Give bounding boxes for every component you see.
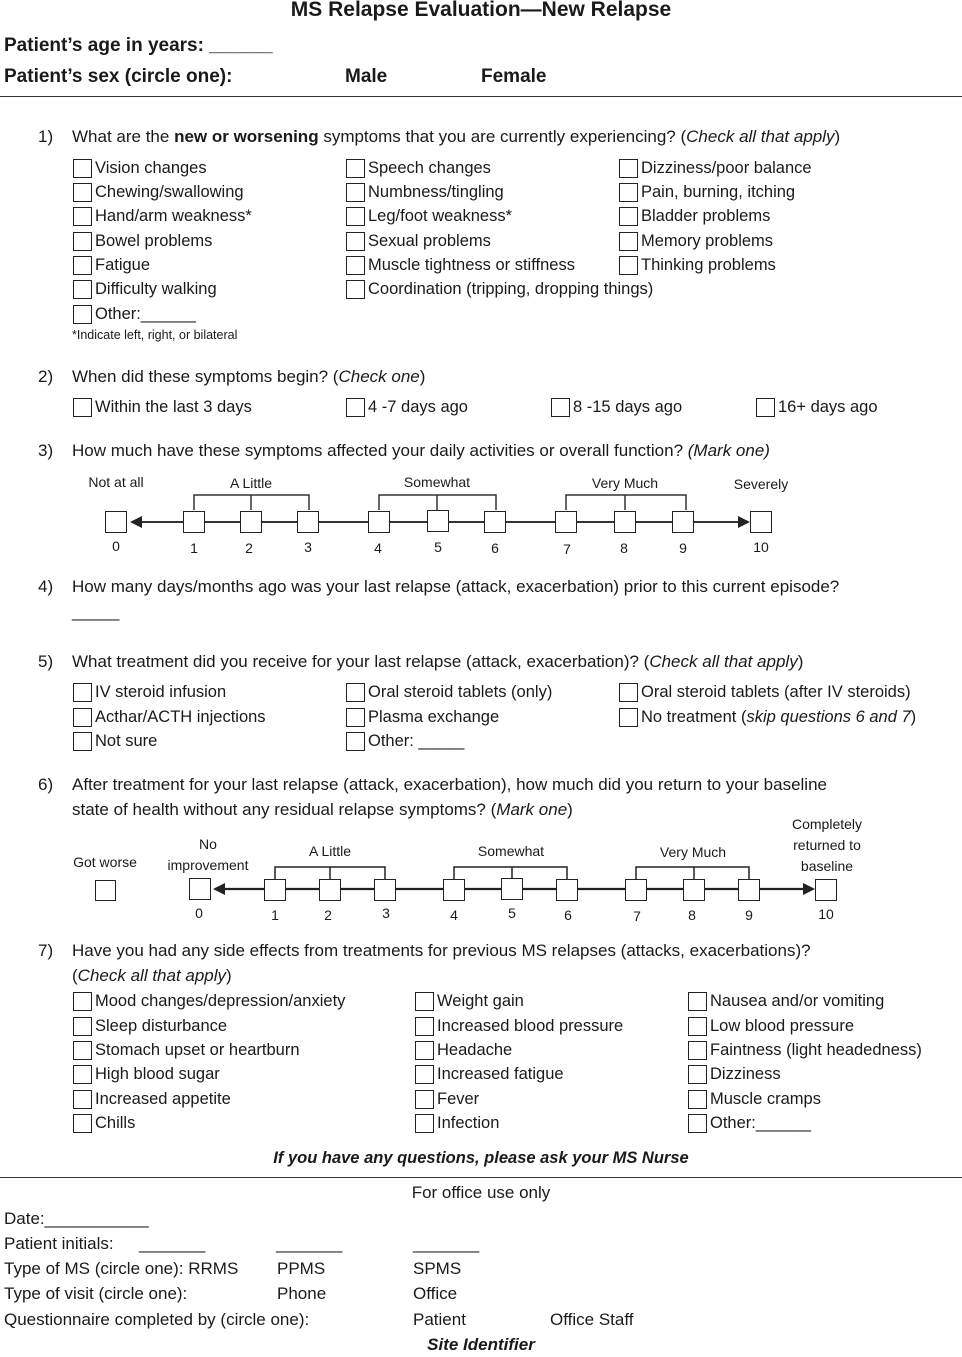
q1-footnote: *Indicate left, right, or bilateral xyxy=(72,328,238,342)
q3-box-2[interactable] xyxy=(240,511,262,533)
q5-option-acthar[interactable] xyxy=(73,706,266,728)
q6-box-8[interactable] xyxy=(683,879,705,901)
q6-box-5[interactable] xyxy=(501,878,523,900)
q6-number: 6) xyxy=(38,775,54,794)
option-label: Memory problems xyxy=(641,231,774,250)
q3-num-3: 3 xyxy=(304,539,312,555)
option-label: 8 -15 days ago xyxy=(573,397,683,416)
q7-text-line1: Have you had any side effects from treatments for previous MS relapses (attacks, exacerbations)? xyxy=(72,941,811,960)
q6-box-10[interactable] xyxy=(815,879,837,901)
q7-option-nausea[interactable] xyxy=(688,990,884,1012)
q7-option-mood[interactable] xyxy=(73,990,345,1012)
option-label: Weight gain xyxy=(437,991,524,1010)
option-label: Within the last 3 days xyxy=(95,397,252,416)
q5-option-not-sure[interactable] xyxy=(73,730,157,752)
checkbox-icon[interactable] xyxy=(73,1114,92,1133)
checkbox-icon[interactable] xyxy=(346,683,365,702)
checkbox-icon[interactable] xyxy=(73,398,92,417)
option-label: Thinking problems xyxy=(641,255,776,274)
checkbox-icon[interactable] xyxy=(619,207,638,226)
q3-num-10: 10 xyxy=(753,539,769,555)
q3-number: 3) xyxy=(38,441,54,460)
q3-box-3[interactable] xyxy=(297,511,319,533)
q6-label-very-much: Very Much xyxy=(659,844,727,860)
q6-num-0: 0 xyxy=(195,905,203,921)
option-label: Chewing/swallowing xyxy=(95,182,244,201)
q6-label-improvement: improvement xyxy=(167,857,249,873)
checkbox-icon[interactable] xyxy=(346,183,365,202)
checkbox-icon[interactable] xyxy=(688,1114,707,1133)
checkbox-icon[interactable] xyxy=(415,992,434,1011)
q7-option-low-bp[interactable] xyxy=(688,1015,854,1037)
option-label: Fever xyxy=(437,1089,480,1108)
option-label: Other:______ xyxy=(95,304,196,323)
office-initials-blank-2[interactable]: _______ xyxy=(276,1234,343,1253)
checkbox-icon[interactable] xyxy=(619,159,638,178)
site-identifier: Site Identifier xyxy=(427,1335,535,1354)
option-label: Bladder problems xyxy=(641,206,771,225)
q6-label-baseline: baseline xyxy=(800,858,854,874)
q3-num-8: 8 xyxy=(620,540,628,556)
form-title: MS Relapse Evaluation—New Relapse xyxy=(290,0,672,21)
checkbox-icon[interactable] xyxy=(346,256,365,275)
q6-num-8: 8 xyxy=(688,907,696,923)
sex-option-male[interactable]: Male xyxy=(345,66,388,87)
checkbox-icon[interactable] xyxy=(73,280,92,299)
checkbox-icon[interactable] xyxy=(756,398,775,417)
checkbox-icon[interactable] xyxy=(73,1065,92,1084)
q3-label-not-at-all: Not at all xyxy=(88,474,144,490)
checkbox-icon[interactable] xyxy=(73,1017,92,1036)
q3-num-6: 6 xyxy=(491,540,499,556)
option-label: Leg/foot weakness* xyxy=(368,206,513,225)
q3-box-5[interactable] xyxy=(427,510,449,532)
q6-box-got-worse[interactable] xyxy=(95,880,116,901)
patient-sex-label: Patient’s sex (circle one): xyxy=(4,66,233,87)
option-label: Increased blood pressure xyxy=(437,1016,624,1035)
q1-number: 1) xyxy=(38,127,54,146)
checkbox-icon[interactable] xyxy=(688,1090,707,1109)
option-label: Faintness (light headedness) xyxy=(710,1040,922,1059)
q2-number: 2) xyxy=(38,367,54,386)
q3-box-7[interactable] xyxy=(555,511,577,533)
q7-option-cramps[interactable] xyxy=(688,1088,821,1110)
q6-label-a-little: A Little xyxy=(308,843,352,859)
option-label: Plasma exchange xyxy=(368,707,500,726)
q6-box-3[interactable] xyxy=(374,879,396,901)
checkbox-icon[interactable] xyxy=(73,183,92,202)
office-ms-type-label[interactable]: Type of MS (circle one): RRMS xyxy=(4,1259,239,1278)
office-completed-staff[interactable]: Office Staff xyxy=(550,1310,634,1329)
q7-option-fever[interactable] xyxy=(415,1088,479,1110)
q3-num-1: 1 xyxy=(190,540,198,556)
office-initials-blank-3[interactable]: _______ xyxy=(413,1234,480,1253)
checkbox-icon[interactable] xyxy=(73,159,92,178)
checkbox-icon[interactable] xyxy=(688,1041,707,1060)
option-label: Fatigue xyxy=(95,255,151,274)
checkbox-icon[interactable] xyxy=(619,183,638,202)
checkbox-icon[interactable] xyxy=(73,683,92,702)
checkbox-icon[interactable] xyxy=(619,232,638,251)
q3-num-5: 5 xyxy=(434,539,442,555)
q7-option-faintness[interactable] xyxy=(688,1039,922,1061)
office-ms-type-ppms[interactable]: PPMS xyxy=(277,1259,326,1278)
office-date-field[interactable]: Date:___________ xyxy=(4,1209,149,1228)
q1-option-chewing[interactable] xyxy=(73,181,244,203)
q2-option-8-15-days[interactable] xyxy=(551,396,682,418)
q7-text-line2: (Check all that apply) xyxy=(72,966,232,985)
q6-box-6[interactable] xyxy=(556,879,578,901)
q1-option-walking[interactable] xyxy=(73,278,217,300)
scale-lines-icon xyxy=(0,470,962,560)
q3-num-4: 4 xyxy=(374,540,382,556)
q3-box-10[interactable] xyxy=(750,511,772,533)
q6-label-returned-to: returned to xyxy=(793,837,861,853)
checkbox-icon[interactable] xyxy=(73,207,92,226)
checkbox-icon[interactable] xyxy=(73,1090,92,1109)
q3-label-severely: Severely xyxy=(733,476,789,492)
option-label: Nausea and/or vomiting xyxy=(710,991,885,1010)
checkbox-icon[interactable] xyxy=(346,708,365,727)
q1-option-fatigue[interactable] xyxy=(73,254,150,276)
q3-label-a-little: A Little xyxy=(229,475,273,491)
q5-option-oral-only[interactable] xyxy=(346,681,552,703)
q1-option-coordination[interactable] xyxy=(346,278,653,300)
checkbox-icon[interactable] xyxy=(346,232,365,251)
checkbox-icon[interactable] xyxy=(73,1041,92,1060)
q6-num-6: 6 xyxy=(564,907,572,923)
q6-label-somewhat: Somewhat xyxy=(477,843,545,859)
option-label: Low blood pressure xyxy=(710,1016,855,1035)
q2-option-16-plus-days[interactable] xyxy=(756,396,878,418)
option-label: High blood sugar xyxy=(95,1064,220,1083)
q7-option-weight[interactable] xyxy=(415,990,524,1012)
q7-option-stomach[interactable] xyxy=(73,1039,300,1061)
q1-option-muscle[interactable] xyxy=(346,254,575,276)
q6-num-4: 4 xyxy=(450,907,458,923)
option-label: Chills xyxy=(95,1113,136,1132)
checkbox-icon[interactable] xyxy=(73,708,92,727)
option-label: Other: _____ xyxy=(368,731,465,750)
option-label: Oral steroid tablets (only) xyxy=(368,682,553,701)
q5-option-plasma[interactable] xyxy=(346,706,499,728)
checkbox-icon[interactable] xyxy=(619,708,638,727)
q7-option-other[interactable] xyxy=(688,1112,811,1134)
office-ms-type-spms[interactable]: SPMS xyxy=(413,1259,462,1278)
checkbox-icon[interactable] xyxy=(346,398,365,417)
option-label: Muscle cramps xyxy=(710,1089,821,1108)
q6-box-1[interactable] xyxy=(264,879,286,901)
header-divider xyxy=(0,96,962,97)
checkbox-icon[interactable] xyxy=(73,256,92,275)
q1-option-hand-arm[interactable] xyxy=(73,205,252,227)
q1-option-bowel[interactable] xyxy=(73,230,212,252)
q3-num-2: 2 xyxy=(245,540,253,556)
q3-num-0: 0 xyxy=(112,538,120,554)
q1-option-numbness[interactable] xyxy=(346,181,504,203)
q7-option-chills[interactable] xyxy=(73,1112,135,1134)
option-label: Sleep disturbance xyxy=(95,1016,228,1035)
checkbox-icon[interactable] xyxy=(346,280,365,299)
q7-option-appetite[interactable] xyxy=(73,1088,231,1110)
q6-box-7[interactable] xyxy=(625,879,647,901)
option-label: Headache xyxy=(437,1040,513,1059)
q3-label-somewhat: Somewhat xyxy=(403,474,471,490)
option-label: Sexual problems xyxy=(368,231,491,250)
q1-option-thinking[interactable] xyxy=(619,254,776,276)
q5-number: 5) xyxy=(38,652,54,671)
office-visit-office[interactable]: Office xyxy=(413,1284,458,1303)
checkbox-icon[interactable] xyxy=(688,992,707,1011)
q3-num-7: 7 xyxy=(563,541,571,557)
q1-option-bladder[interactable] xyxy=(619,205,770,227)
checkbox-icon[interactable] xyxy=(415,1114,434,1133)
q7-option-infection[interactable] xyxy=(415,1112,499,1134)
option-label: Increased appetite xyxy=(95,1089,231,1108)
q1-option-memory[interactable] xyxy=(619,230,773,252)
q1-option-other[interactable] xyxy=(73,303,196,325)
q3-box-9[interactable] xyxy=(672,511,694,533)
option-label: Oral steroid tablets (after IV steroids) xyxy=(641,682,911,701)
sex-option-female[interactable]: Female xyxy=(481,66,547,87)
checkbox-icon[interactable] xyxy=(415,1017,434,1036)
office-initials-blank-1[interactable]: _______ xyxy=(139,1234,206,1253)
q3-num-9: 9 xyxy=(679,540,687,556)
q1-option-speech[interactable] xyxy=(346,157,491,179)
q6-text-line2: state of health without any residual relapse symptoms? (Mark one) xyxy=(72,800,573,819)
option-label: Stomach upset or heartburn xyxy=(95,1040,300,1059)
q4-text: How many days/months ago was your last relapse (attack, exacerbation) prior to this current episode? xyxy=(72,577,840,596)
q7-option-sleep[interactable] xyxy=(73,1015,227,1037)
office-completed-label: Questionnaire completed by (circle one): xyxy=(4,1310,310,1329)
q7-option-headache[interactable] xyxy=(415,1039,512,1061)
option-label: Pain, burning, itching xyxy=(641,182,796,201)
q5-option-other[interactable] xyxy=(346,730,464,752)
option-label: Increased fatigue xyxy=(437,1064,564,1083)
q2-text: When did these symptoms begin? (Check one) xyxy=(72,367,426,386)
option-label: Muscle tightness or stiffness xyxy=(368,255,575,274)
q6-num-10: 10 xyxy=(818,906,834,922)
q4-number: 4) xyxy=(38,577,54,596)
option-label: Speech changes xyxy=(368,158,491,177)
q3-box-4[interactable] xyxy=(368,511,390,533)
q6-label-got-worse: Got worse xyxy=(73,854,137,870)
checkbox-icon[interactable] xyxy=(73,305,92,324)
option-label: Not sure xyxy=(95,731,158,750)
q5-option-oral-after-iv[interactable] xyxy=(619,681,911,703)
q1-option-leg-foot[interactable] xyxy=(346,205,512,227)
q5-option-iv-steroid[interactable] xyxy=(73,681,226,703)
q6-num-7: 7 xyxy=(633,908,641,924)
office-completed-patient[interactable]: Patient xyxy=(413,1310,466,1329)
checkbox-icon[interactable] xyxy=(346,159,365,178)
checkbox-icon[interactable] xyxy=(619,256,638,275)
checkbox-icon[interactable] xyxy=(73,232,92,251)
q5-text: What treatment did you receive for your last relapse (attack, exacerbation)? (Check all that apply) xyxy=(72,652,804,671)
option-label: Coordination (tripping, dropping things) xyxy=(368,279,654,298)
q6-box-2[interactable] xyxy=(319,879,341,901)
q3-text: How much have these symptoms affected your daily activities or overall function? (Mark one) xyxy=(72,441,770,460)
q7-number: 7) xyxy=(38,941,54,960)
office-visit-phone[interactable]: Phone xyxy=(277,1284,327,1303)
option-label: IV steroid infusion xyxy=(95,682,227,701)
q3-label-very-much: Very Much xyxy=(591,475,659,491)
q1-option-dizziness[interactable] xyxy=(619,157,812,179)
q4-answer-blank[interactable]: _____ xyxy=(72,602,120,621)
option-label: Other:______ xyxy=(710,1113,811,1132)
q1-option-sexual[interactable] xyxy=(346,230,491,252)
q6-num-3: 3 xyxy=(382,905,390,921)
checkbox-icon[interactable] xyxy=(619,683,638,702)
q6-box-4[interactable] xyxy=(443,879,465,901)
checkbox-icon[interactable] xyxy=(346,207,365,226)
checkbox-icon[interactable] xyxy=(73,732,92,751)
q1-option-vision[interactable] xyxy=(73,157,207,179)
checkbox-icon[interactable] xyxy=(415,1041,434,1060)
checkbox-icon[interactable] xyxy=(346,732,365,751)
q3-box-8[interactable] xyxy=(614,511,636,533)
checkbox-icon[interactable] xyxy=(688,1017,707,1036)
q6-label-no: No xyxy=(199,836,217,852)
q5-option-no-treatment[interactable] xyxy=(619,706,916,728)
q6-num-5: 5 xyxy=(508,905,516,921)
patient-age-field[interactable]: Patient’s age in years: ______ xyxy=(4,35,273,56)
q7-option-dizziness[interactable] xyxy=(688,1063,781,1085)
office-divider xyxy=(0,1177,962,1178)
q6-box-9[interactable] xyxy=(738,879,760,901)
option-label: Vision changes xyxy=(95,158,207,177)
checkbox-icon[interactable] xyxy=(551,398,570,417)
q6-label-completely: Completely xyxy=(791,816,863,832)
q3-box-0[interactable] xyxy=(105,511,127,533)
option-label: Acthar/ACTH injections xyxy=(95,707,266,726)
option-label: Infection xyxy=(437,1113,500,1132)
office-heading: For office use only xyxy=(411,1183,551,1202)
option-label: Bowel problems xyxy=(95,231,213,250)
option-label: No treatment (skip questions 6 and 7) xyxy=(641,707,917,726)
option-label: Difficulty walking xyxy=(95,279,217,298)
nurse-note: If you have any questions, please ask your MS Nurse xyxy=(273,1149,689,1167)
checkbox-icon[interactable] xyxy=(688,1065,707,1084)
option-label: 4 -7 days ago xyxy=(368,397,468,416)
q6-num-9: 9 xyxy=(745,907,753,923)
option-label: Mood changes/depression/anxiety xyxy=(95,991,346,1010)
q6-num-2: 2 xyxy=(324,907,332,923)
q7-option-blood-sugar[interactable] xyxy=(73,1063,220,1085)
q2-option-3-days[interactable] xyxy=(73,396,252,418)
office-initials-label: Patient initials: xyxy=(4,1234,114,1253)
q7-option-high-bp[interactable] xyxy=(415,1015,623,1037)
q3-box-1[interactable] xyxy=(183,511,205,533)
q6-num-1: 1 xyxy=(271,907,279,923)
option-label: 16+ days ago xyxy=(778,397,878,416)
q7-option-fatigue[interactable] xyxy=(415,1063,564,1085)
q1-text: What are the new or worsening symptoms that you are currently experiencing? (Check all that apply) xyxy=(72,127,841,146)
option-label: Numbness/tingling xyxy=(368,182,504,201)
checkbox-icon[interactable] xyxy=(73,992,92,1011)
q2-option-4-7-days[interactable] xyxy=(346,396,468,418)
q6-text-line1: After treatment for your last relapse (attack, exacerbation), how much did you return to your baseline xyxy=(72,775,827,794)
option-label: Dizziness xyxy=(710,1064,781,1083)
option-label: Hand/arm weakness* xyxy=(95,206,252,225)
checkbox-icon[interactable] xyxy=(415,1090,434,1109)
q6-box-0[interactable] xyxy=(189,878,211,900)
checkbox-icon[interactable] xyxy=(415,1065,434,1084)
q3-box-6[interactable] xyxy=(484,511,506,533)
q1-option-pain[interactable] xyxy=(619,181,795,203)
office-visit-label: Type of visit (circle one): xyxy=(4,1284,188,1303)
option-label: Dizziness/poor balance xyxy=(641,158,812,177)
